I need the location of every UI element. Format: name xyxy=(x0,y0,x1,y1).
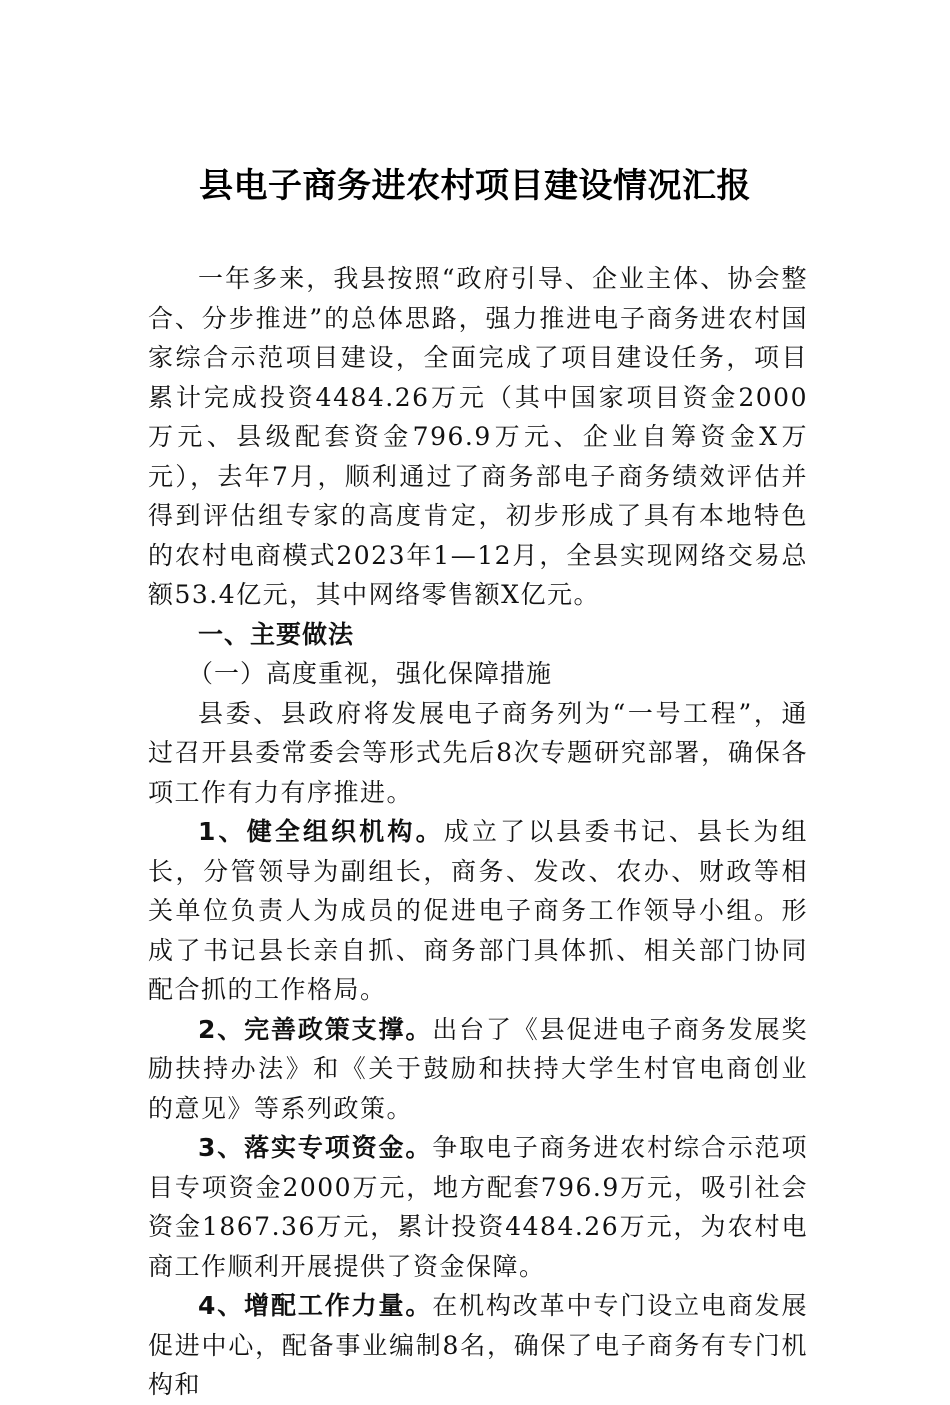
item-text: 争取电子商务进农村综合示范项目专项资金2000万元，地方配套796.9万元，吸引社会资金1867.36万元，累计投资4484.26万元，为农村电商工作顺利开展提供了资金保障。 xyxy=(148,1133,808,1281)
subsection-paragraph: 县委、县政府将发展电子商务列为“一号工程”，通过召开县委常委会等形式先后8次专题研究部署，确保各项工作有力有序推进。 xyxy=(148,698,808,807)
item-lead: 2、完善政策支撑。 xyxy=(198,1014,433,1044)
item-paragraph xyxy=(148,812,808,1010)
item-text: 在机构改革中专门设立电商发展促进中心，配备事业编制8名，确保了电子商务有专门机构和 xyxy=(148,1291,808,1399)
section-heading: 一、主要做法 xyxy=(198,619,355,649)
item-text: 出台了《县促进电子商务发展奖励扶持办法》和《关于鼓励和扶持大学生村官电商创业的意见》等系列政策。 xyxy=(148,1014,808,1123)
intro-paragraph: 一年多来，我县按照“政府引导、企业主体、协会整合、分步推进”的总体思路，强力推进电子商务进农村国家综合示范项目建设，全面完成了项目建设任务，项目累计完成投资4484.26万元（其中国家项目资金2000万元、县级配套资金796.9万元、企业自筹资金X万元），去年7月，顺利通过了商务部电子商务绩效评估并得到评估组专家的高度肯定，初步形成了具有本地特色的农村电商模式2023年1—12月，全县实现网络交易总额53.4亿元，其中网络零售额X亿元。 xyxy=(148,264,808,609)
item-lead: 3、落实专项资金。 xyxy=(198,1133,433,1162)
item-paragraph xyxy=(148,1128,808,1286)
item-paragraph xyxy=(148,1286,808,1405)
item-paragraph xyxy=(148,1010,808,1129)
document-title: 县电子商务进农村项目建设情况汇报 xyxy=(199,166,751,206)
subsection-heading: （一）高度重视，强化保障措施 xyxy=(188,659,553,688)
item-text: 成立了以县委书记、县长为组长，分管领导为副组长，商务、发改、农办、财政等相关单位负责人为成员的促进电子商务工作领导小组。形成了书记县长亲自抓、商务部门具体抓、相关部门协同配合抓的工作格局。 xyxy=(148,817,808,1004)
document-body xyxy=(148,259,808,1405)
item-lead: 1、健全组织机构。 xyxy=(198,817,444,846)
item-lead: 4、增配工作力量。 xyxy=(198,1291,433,1320)
